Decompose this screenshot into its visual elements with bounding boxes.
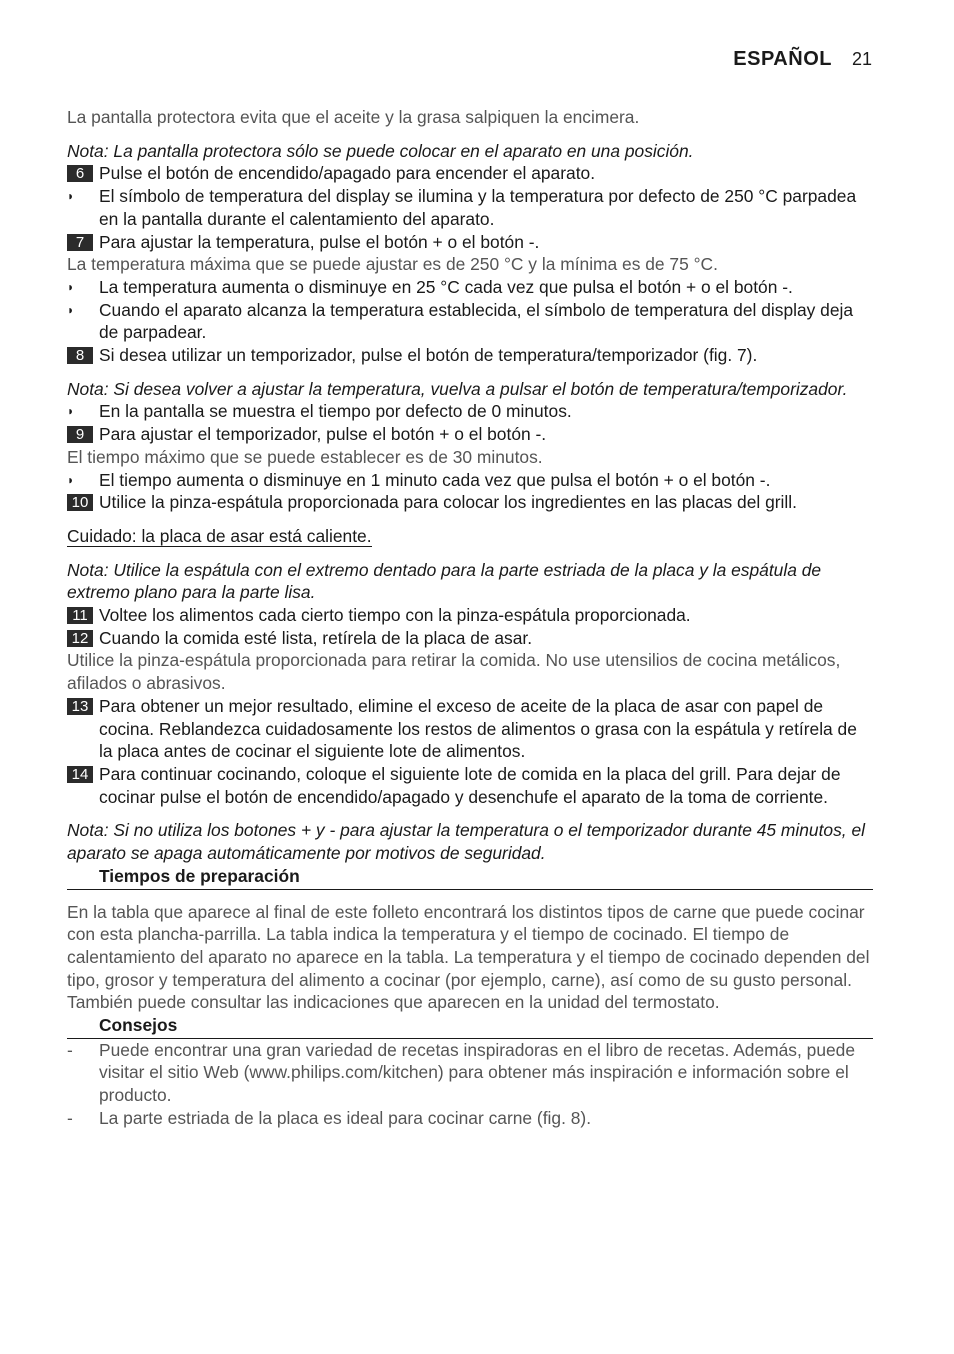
preparation-paragraph: En la tabla que aparece al final de este folleto encontrará los distintos tipos de carne que puede cocinar con esta plancha-parrilla. La tabla indica la temperatura y el tiempo de cocinado. El tiempo de calentamiento del aparato no aparece en la tabla. La temperatura y el tiempo de cocinado dependen del tipo, grosor y temperatura del alimento a cocinar (por ejemplo, carne), así como de su gusto personal. También puede consultar las indicaciones que aparecen en la unidad del termostato. — [67, 901, 870, 1013]
step-12 — [67, 627, 873, 650]
step-text: Pulse el botón de encendido/apagado para encender el aparato. — [99, 163, 596, 184]
step-number-badge: 8 — [67, 347, 93, 364]
note-shield: Nota: La pantalla protectora sólo se puede colocar en el aparato en una posición. — [67, 140, 694, 161]
step-number-badge: 11 — [67, 607, 93, 624]
step-text: Para ajustar el temporizador, pulse el botón + o el botón -. — [99, 424, 547, 445]
step-number-badge: 12 — [67, 630, 93, 647]
step-text: Para obtener un mejor resultado, elimine el exceso de aceite de la placa de asar con papel de cocina. Reblandezca cuidadosamente los restos de alimentos o grasa con la espátula y retírela de la placa antes de cocinar el siguiente lote de alimentos. — [99, 695, 857, 762]
step-text: Utilice la pinza-espátula proporcionada para colocar los ingredientes en las placas del grill. — [99, 492, 797, 513]
step-7 — [67, 231, 873, 254]
tip-item — [67, 1107, 873, 1130]
dash-marker: - — [67, 1039, 73, 1060]
bullet-marker-icon: ◗ — [67, 472, 75, 487]
step-14 — [67, 763, 873, 808]
tip-text: Puede encontrar una gran variedad de recetas inspiradoras en el libro de recetas. Además, puede visitar el sitio Web (www.philips.com/kitchen) para obtener más inspiración e información sobre el producto. — [99, 1039, 856, 1106]
step-number-badge: 13 — [67, 698, 93, 715]
step-10 — [67, 491, 873, 514]
bullet-text: Cuando el aparato alcanza la temperatura establecida, el símbolo de temperatura del display deja de parpadear. — [99, 299, 854, 343]
bullet-text: El tiempo aumenta o disminuye en 1 minuto cada vez que pulsa el botón + o el botón -. — [99, 469, 771, 490]
caution-line — [67, 525, 873, 548]
step-13 — [67, 695, 873, 763]
page-content — [67, 106, 873, 1130]
bullet-item — [67, 469, 873, 492]
step-number-badge: 14 — [67, 766, 93, 783]
bullet-item — [67, 185, 873, 230]
step-text: Voltee los alimentos cada cierto tiempo con la pinza-espátula proporcionada. — [99, 605, 691, 626]
step-number-badge: 9 — [67, 426, 93, 443]
intro-paragraph: La pantalla protectora evita que el aceite y la grasa salpiquen la encimera. — [67, 107, 640, 127]
step-number-badge: 7 — [67, 234, 93, 251]
tip-text: La parte estriada de la placa es ideal para cocinar carne (fig. 8). — [99, 1107, 592, 1128]
step-text: Si desea utilizar un temporizador, pulse el botón de temperatura/temporizador (fig. 7). — [99, 345, 758, 366]
step-6 — [67, 162, 873, 185]
step-12-info: Utilice la pinza-espátula proporcionada para retirar la comida. No use utensilios de cocina metálicos, afilados o abrasivos. — [67, 650, 841, 694]
step-text: Cuando la comida esté lista, retírela de la placa de asar. — [99, 627, 533, 648]
bullet-marker-icon: ◗ — [67, 302, 75, 317]
bullet-text: La temperatura aumenta o disminuye en 25 °C cada vez que pulsa el botón + o el botón -. — [99, 276, 793, 297]
step-9-info: El tiempo máximo que se puede establecer es de 30 minutos. — [67, 446, 543, 467]
bullet-marker-icon: ◗ — [67, 189, 75, 204]
dash-marker: - — [67, 1107, 73, 1128]
step-text: Para continuar cocinando, coloque el siguiente lote de comida en la placa del grill. Para dejar de cocinar pulse el botón de encendido/apagado y desenchufe el aparato de la toma de corriente. — [99, 763, 841, 807]
bullet-text: En la pantalla se muestra el tiempo por defecto de 0 minutos. — [99, 401, 572, 422]
step-text: Para ajustar la temperatura, pulse el botón + o el botón -. — [99, 231, 540, 252]
bullet-item — [67, 400, 873, 423]
bullet-text: El símbolo de temperatura del display se ilumina y la temperatura por defecto de 250 °C parpadea en la pantalla durante el calentamiento del aparato. — [99, 186, 857, 229]
bullet-marker-icon: ◗ — [67, 404, 75, 419]
bullet-item — [67, 299, 873, 344]
step-8 — [67, 344, 873, 367]
tip-item — [67, 1039, 873, 1107]
section-heading-tips: Consejos — [67, 1014, 873, 1039]
step-7-info: La temperatura máxima que se puede ajustar es de 250 °C y la mínima es de 75 °C. — [67, 254, 718, 275]
step-11 — [67, 604, 873, 627]
page-number: 21 — [851, 49, 872, 69]
step-number-badge: 6 — [67, 165, 93, 182]
note-spatula: Nota: Utilice la espátula con el extremo dentado para la parte estriada de la placa y la espátula de extremo plano para la parte lisa. — [67, 559, 822, 603]
note-auto-off: Nota: Si no utiliza los botones + y - para ajustar la temperatura o el temporizador durante 45 minutos, el aparato se apaga automáticamente por motivos de seguridad. — [67, 820, 865, 864]
section-heading-preparation: Tiempos de preparación — [67, 865, 873, 890]
language-label: ESPAÑOL — [733, 48, 832, 70]
step-9 — [67, 423, 873, 446]
note-timer: Nota: Si desea volver a ajustar la temperatura, vuelva a pulsar el botón de temperatura/temporizador. — [67, 378, 848, 399]
caution-text: Cuidado: la placa de asar está caliente. — [67, 525, 372, 546]
bullet-marker-icon: ◗ — [67, 279, 75, 294]
page-header — [733, 48, 872, 71]
step-number-badge: 10 — [67, 494, 93, 511]
bullet-item — [67, 276, 873, 299]
